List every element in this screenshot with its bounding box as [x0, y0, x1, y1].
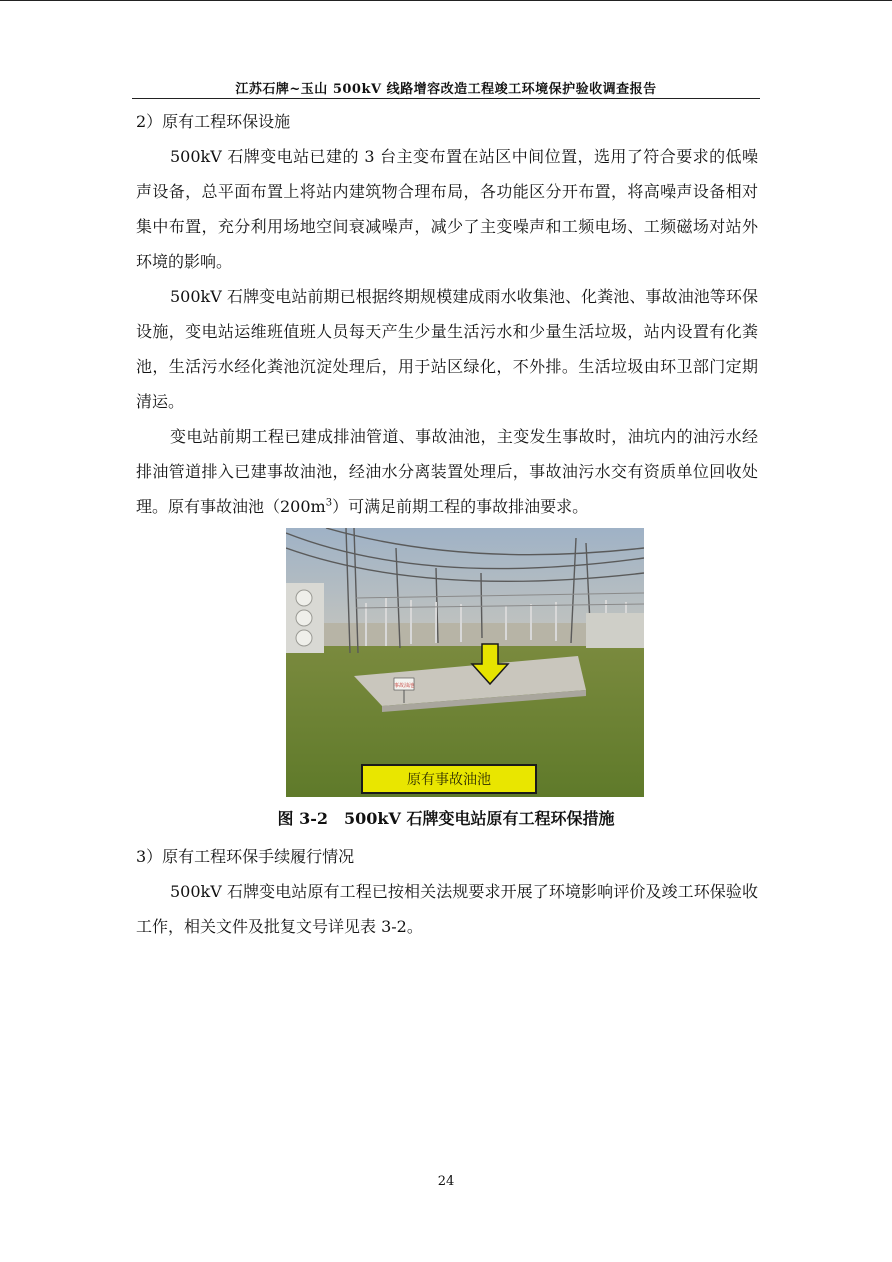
running-header: 江苏石牌~玉山 500kV 线路增容改造工程竣工环境保护验收调查报告 [235, 82, 657, 97]
paragraph-2: 500kV 石牌变电站前期已根据终期规模建成雨水收集池、化粪池、事故油池等环保设施，变电站运维班值班人员每天产生少量生活污水和少量生活垃圾，站内设置有化粪池，生活污水经化粪池沉淀处理后，用于站区绿化，不外排。生活垃圾由环卫部门定期清运。 [136, 287, 758, 411]
svg-text:事故油池: 事故油池 [393, 683, 415, 689]
section-heading-2: 2）原有工程环保设施 [136, 112, 291, 131]
paragraph-3 [136, 419, 758, 524]
section-heading-3: 3）原有工程环保手续履行情况 [136, 847, 355, 866]
figure-photo [286, 528, 644, 797]
paragraph-1: 500kV 石牌变电站已建的 3 台主变布置在站区中间位置，选用了符合要求的低噪声设备，总平面布置上将站内建筑物合理布局，各功能区分开布置，将高噪声设备相对集中布置，充分利用场地空间衰减噪声，减少了主变噪声和工频电场、工频磁场对站外环境的影响。 [136, 147, 758, 271]
page-number: 24 [437, 1174, 455, 1189]
substation-photo-illustration [286, 528, 644, 797]
superscript-3: 3 [325, 497, 333, 509]
paragraph-3-text-a: 变电站前期工程已建成排油管道、事故油池，主变发生事故时，油坑内的油污水经排油管道排入已建事故油池，经油水分离装置处理后，事故油污水交有资质单位回收处理。原有事故油池（200m [136, 427, 758, 516]
page-top-border [0, 0, 892, 1]
photo-label-box: 原有事故油池 [361, 764, 537, 794]
figure-caption: 图 3-2 500kV 石牌变电站原有工程环保措施 [277, 809, 615, 828]
paragraph-4: 500kV 石牌变电站原有工程已按相关法规要求开展了环境影响评价及竣工环保验收工作，相关文件及批复文号详见表 3-2。 [136, 882, 758, 936]
paragraph-3-text-b: ）可满足前期工程的事故排油要求。 [332, 497, 589, 516]
header-rule [132, 98, 760, 99]
